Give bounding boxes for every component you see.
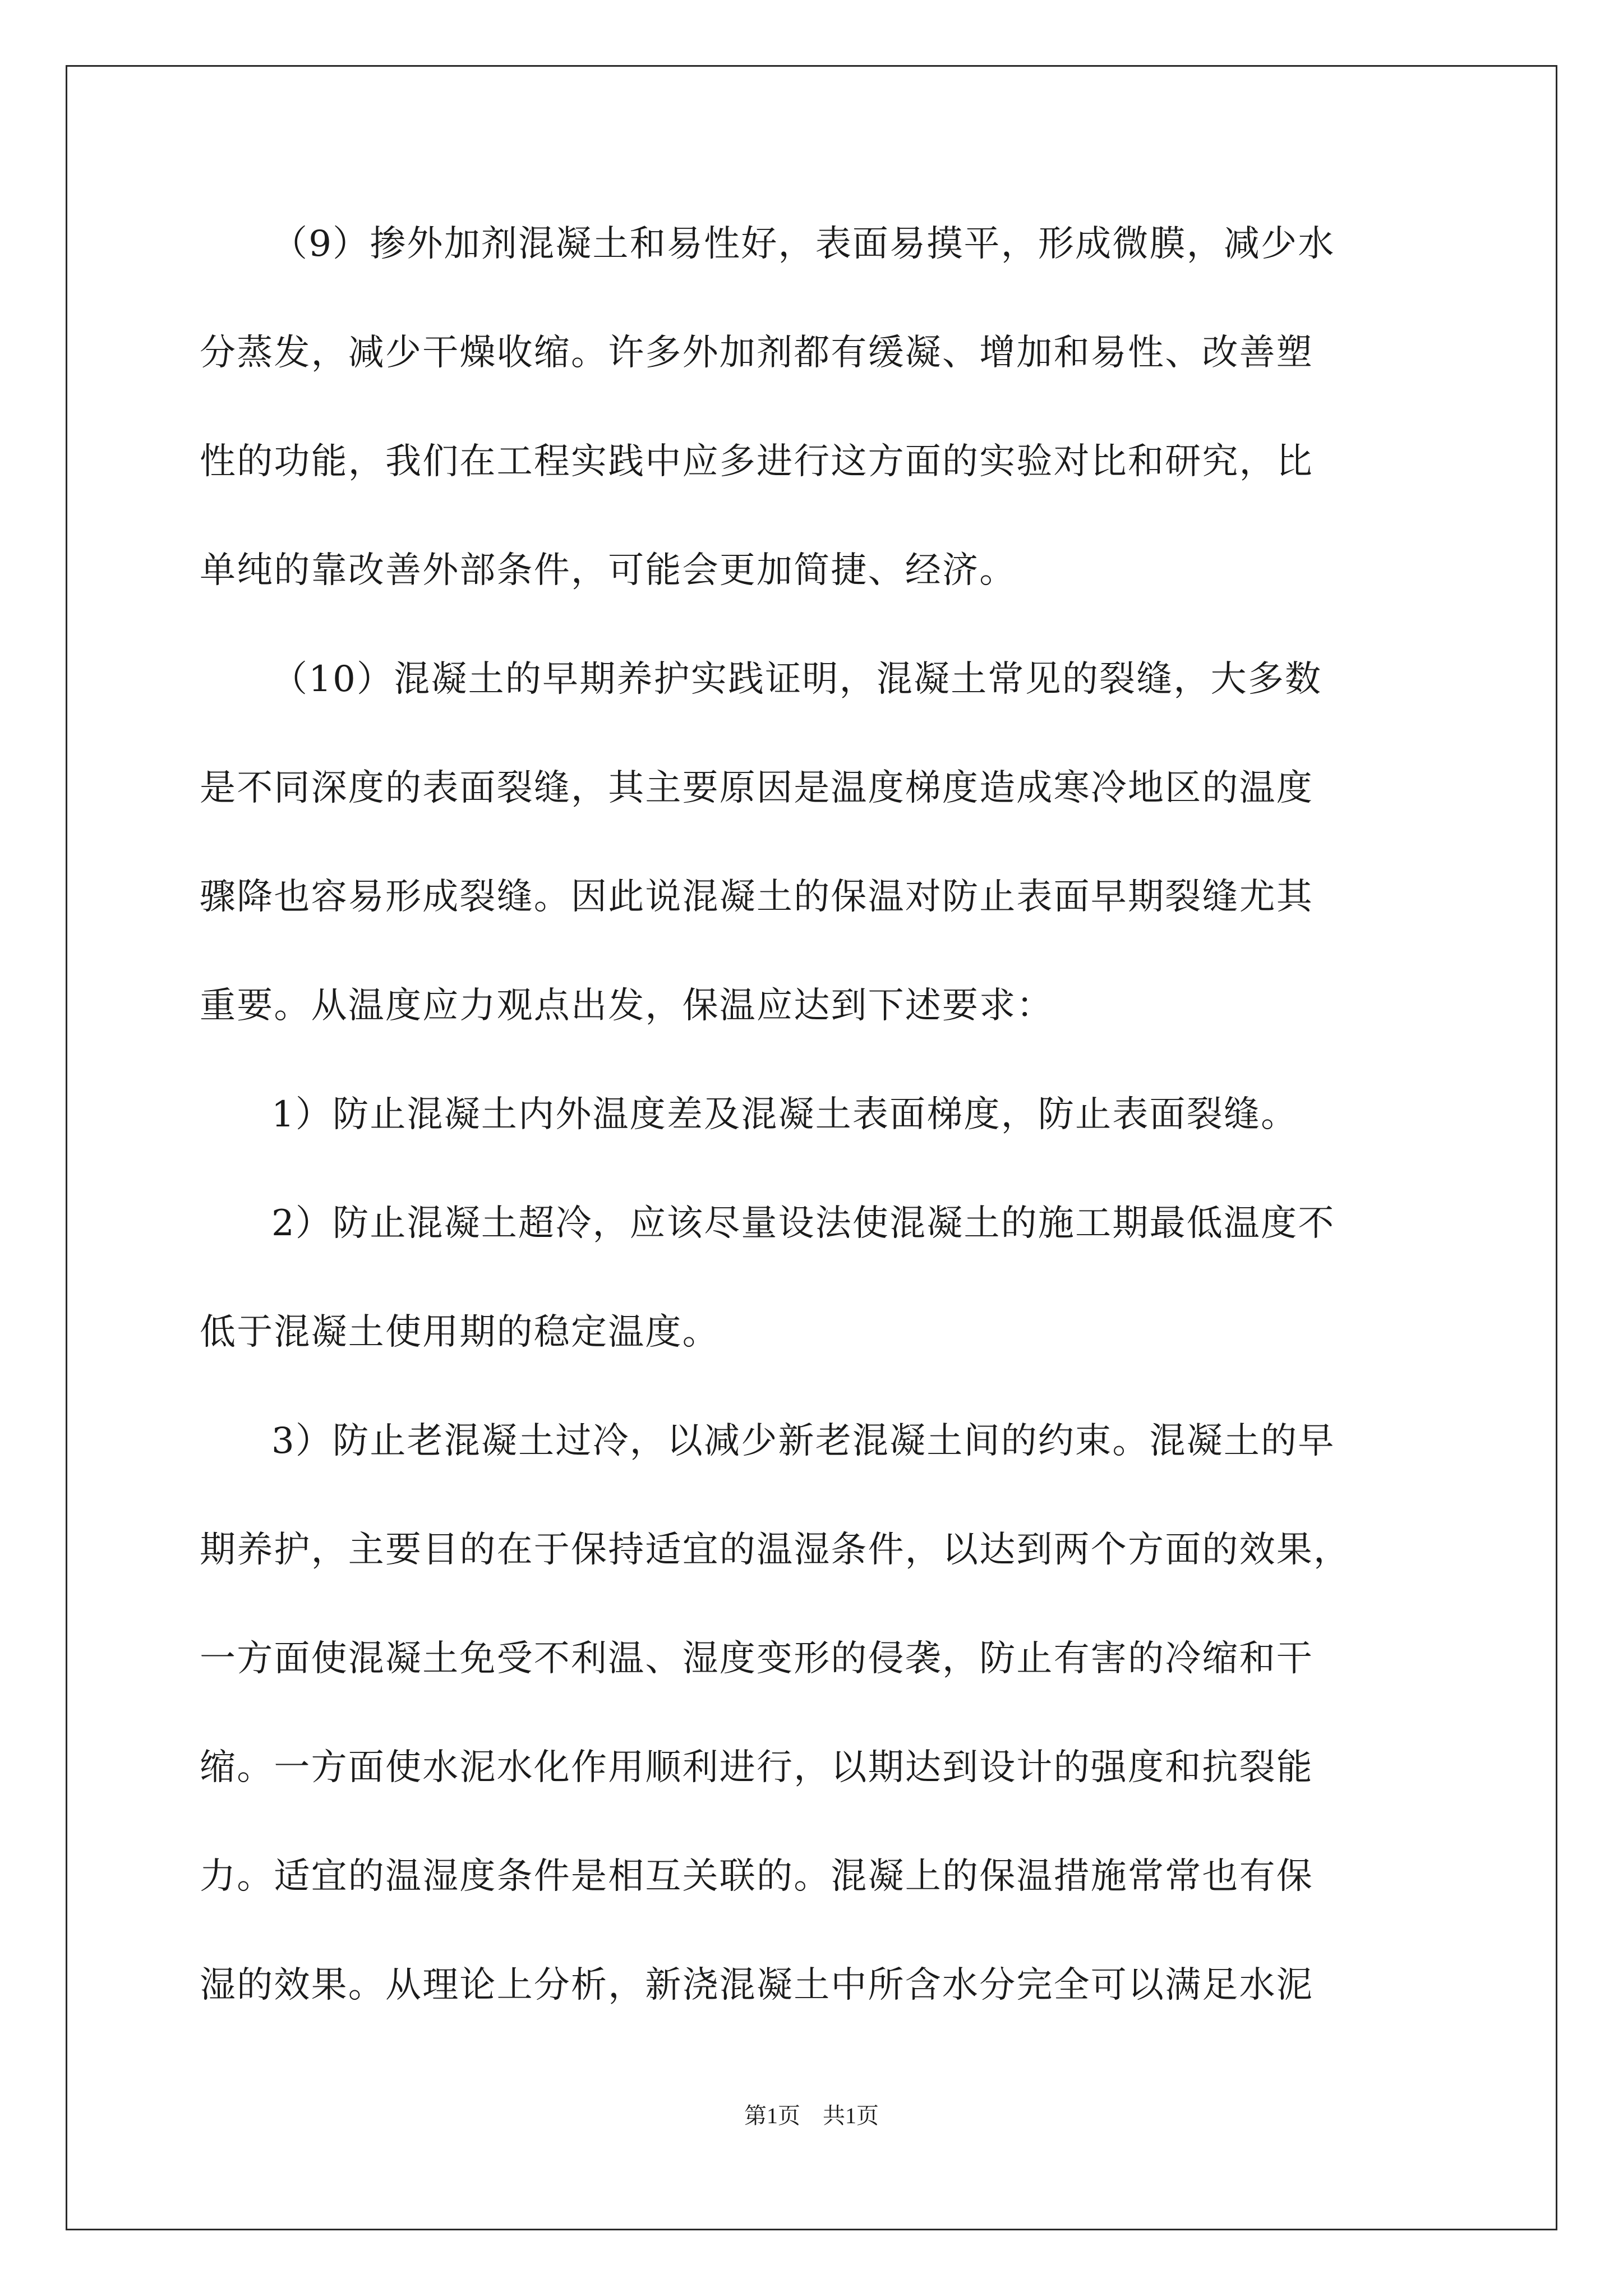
- item-3-line-4: 缩。一方面使水泥水化作用顺利进行，以期达到设计的强度和抗裂能: [200, 1747, 1313, 1788]
- paragraph-9-line-4: 单纯的靠改善外部条件，可能会更加简捷、经济。: [200, 550, 1017, 591]
- item-3-line-3: 一方面使混凝土免受不利温、湿度变形的侵袭，防止有害的冷缩和干: [200, 1638, 1313, 1680]
- item-3-line-5: 力。适宜的温湿度条件是相互关联的。混凝上的保温措施常常也有保: [200, 1856, 1313, 1897]
- item-2-line-1: 2）防止混凝土超冷，应该尽量设法使混凝土的施工期最低温度不: [271, 1203, 1335, 1244]
- paragraph-10-line-4: 重要。从温度应力观点出发，保温应达到下述要求：: [200, 985, 1054, 1027]
- paragraph-9-line-1: （9）掺外加剂混凝土和易性好，表面易摸平，形成微膜，减少水: [271, 223, 1335, 265]
- item-3-line-2: 期养护，主要目的在于保持适宜的温湿条件，以达到两个方面的效果，: [200, 1529, 1351, 1571]
- paragraph-10-line-2: 是不同深度的表面裂缝，其主要原因是温度梯度造成寒冷地区的温度: [200, 767, 1313, 809]
- paragraph-9-line-2: 分蒸发，减少干燥收缩。许多外加剂都有缓凝、增加和易性、改善塑: [200, 332, 1313, 374]
- item-3-line-6: 湿的效果。从理论上分析，新浇混凝土中所含水分完全可以满足水泥: [200, 1964, 1313, 2006]
- paragraph-9-line-3: 性的功能，我们在工程实践中应多进行这方面的实验对比和研究，比: [200, 441, 1313, 482]
- paragraph-10-line-3: 骤降也容易形成裂缝。因此说混凝土的保温对防止表面早期裂缝尤其: [200, 876, 1313, 918]
- item-2-line-2: 低于混凝土使用期的稳定温度。: [200, 1312, 720, 1353]
- item-3-line-1: 3）防止老混凝土过冷，以减少新老混凝土间的约束。混凝土的早: [271, 1420, 1335, 1462]
- page-number-label: 第1页 共1页: [744, 2103, 879, 2128]
- page-footer: [0, 2099, 1623, 2133]
- item-1-line-1: 1）防止混凝土内外温度差及混凝土表面梯度，防止表面裂缝。: [271, 1094, 1298, 1135]
- paragraph-10-line-1: （10）混凝土的早期养护实践证明，混凝土常见的裂缝，大多数: [271, 659, 1322, 700]
